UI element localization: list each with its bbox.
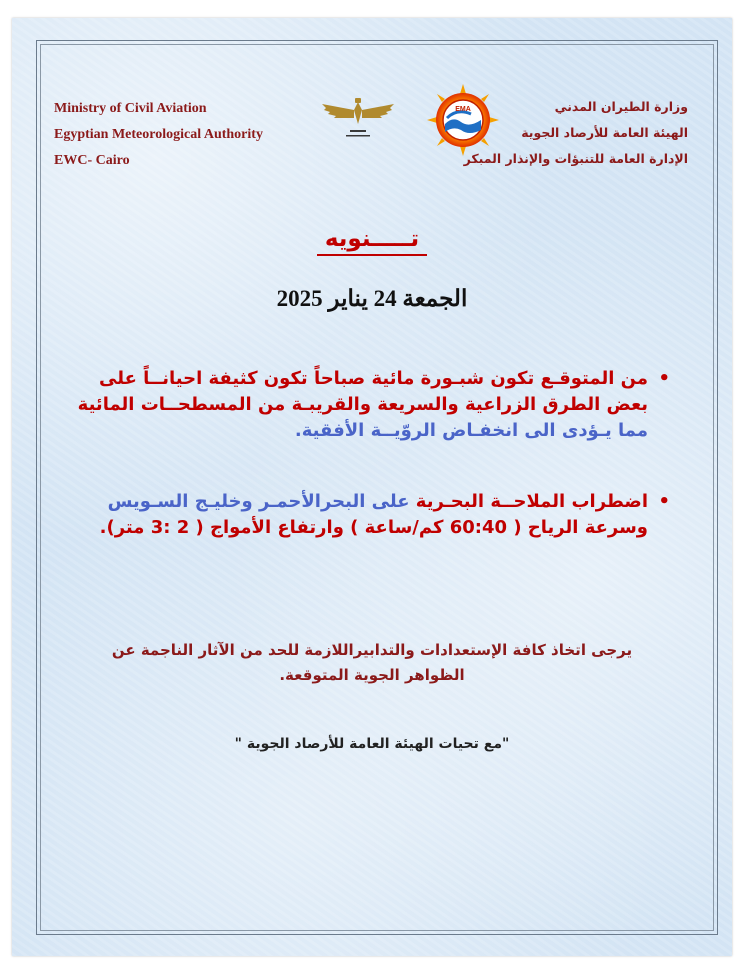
bulletin-date: الجمعة 24 يناير 2025 [276,286,468,311]
bullet-fog [72,366,672,444]
bullet-marine [72,489,672,541]
center-name-en: EWC- Cairo [54,153,130,168]
fog-visibility-text: مما يـؤدى الى انخفـاض الروّيــة الأفقية. [294,420,648,441]
arabic-header [388,94,688,172]
marine-warning-text: اضطراب الملاحــة البحـرية [415,491,648,512]
center-name-ar: الإدارة العامة للتنبؤات والإنذار المبكر [463,151,688,166]
ministry-name-ar: وزارة الطيران المدني [554,99,688,114]
ministry-eagle-wings-logo [320,96,396,144]
ema-logo-text: EMA [455,106,471,113]
notice-title: تـــــنويه [12,226,732,252]
wind-wave-text: وسرعة الرياح ( 60:40 كم/ساعة ) وارتفاع الأمواج ( 2 :3 متر). [99,517,648,538]
bulletin-list [72,366,672,541]
closing-text: "مع تحيات الهيئة العامة للأرصاد الجوية " [234,736,510,752]
authority-name-en: Egyptian Meteorological Authority [54,127,263,142]
advisory-text: يرجى اتخاذ كافة الإستعدادات والتدابيراللازمة للحد من الآثار الناجمة عن الظواهر الجوية المتوقعة. [111,641,633,684]
ministry-name-en: Ministry of Civil Aviation [54,101,207,116]
english-header [54,96,334,174]
authority-name-ar: الهيئة العامة للأرصاد الجوية [521,125,688,140]
marine-region-text: على البحرالأحمـر وخليـج السـويس [107,491,416,512]
fog-warning-text: من المتوقـع تكون شبـورة مائية صباحاً تكون كثيفة احيانــاً على بعض الطرق الزراعية والسريعة والقريبـة من المسطحــات المائية [77,368,648,415]
bulletin-page [12,18,732,956]
